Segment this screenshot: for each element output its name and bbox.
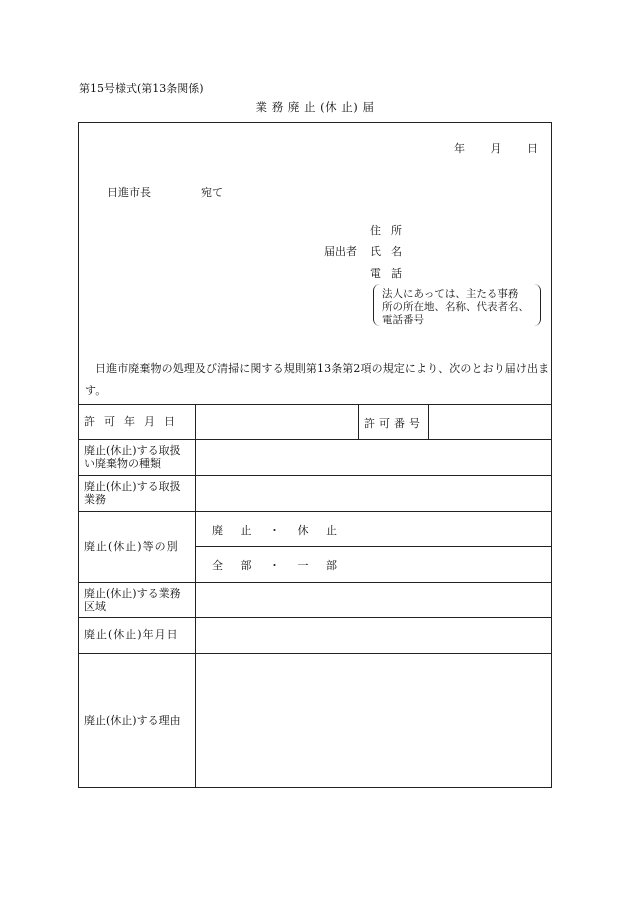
- addressee-suffix: 宛て: [201, 186, 223, 199]
- phone-label: 電話: [370, 267, 412, 280]
- business-label: [84, 480, 181, 506]
- table-column-rule: [358, 404, 359, 439]
- distinction-option-all-part[interactable]: 全 部 ・ 一 部: [212, 559, 337, 572]
- business-label-line: 廃止(休止)する取扱: [84, 480, 181, 493]
- address-label: 住所: [370, 224, 412, 237]
- waste-type-label-line: い廃棄物の種類: [84, 457, 161, 470]
- waste-type-label: [84, 444, 181, 470]
- area-label: [84, 587, 181, 613]
- addressee-name: 日進市長: [107, 186, 151, 199]
- table-column-rule: [195, 404, 196, 788]
- area-label-line: 区域: [84, 600, 106, 613]
- permit-number-label: 許可番号: [364, 417, 424, 430]
- distinction-option-stop-suspend[interactable]: 廃 止 ・ 休 止: [212, 524, 337, 537]
- business-label-line: 業務: [84, 493, 106, 506]
- distinction-label: 廃止(休止)等の別: [84, 540, 179, 553]
- corporate-note-line: 法人にあっては、主たる事務: [382, 288, 519, 300]
- table-rule: [78, 439, 552, 440]
- reason-label: 廃止(休止)する理由: [84, 714, 181, 727]
- form-title: 業 務 廃 止 (休 止) 届: [255, 100, 375, 114]
- table-rule: [78, 617, 552, 618]
- table-rule: [195, 546, 552, 547]
- table-rule: [78, 404, 552, 405]
- name-label: 氏名: [370, 245, 412, 258]
- table-column-rule: [428, 404, 429, 439]
- corporate-note-line: 電話番号: [382, 314, 424, 326]
- date-line: 年 月 日: [454, 142, 538, 155]
- statement-text: 日進市廃棄物の処理及び清掃に関する規則第13条第2項の規定により、次のとおり届け出ます。: [85, 362, 550, 397]
- table-rule: [78, 582, 552, 583]
- table-rule: [78, 511, 552, 512]
- stop-date-label: 廃止(休止)年月日: [84, 628, 179, 641]
- corporate-note-line: 所の所在地、名称、代表者名、: [382, 301, 529, 313]
- corporate-note-bracket: [373, 284, 541, 326]
- table-rule: [78, 475, 552, 476]
- waste-type-label-line: 廃止(休止)する取扱: [84, 444, 181, 457]
- table-rule: [78, 653, 552, 654]
- area-label-line: 廃止(休止)する業務: [84, 587, 181, 600]
- form-number: 第15号様式(第13条関係): [79, 82, 204, 95]
- applicant-label: 届出者: [324, 245, 357, 258]
- permit-date-label: 許可年月日: [84, 415, 184, 428]
